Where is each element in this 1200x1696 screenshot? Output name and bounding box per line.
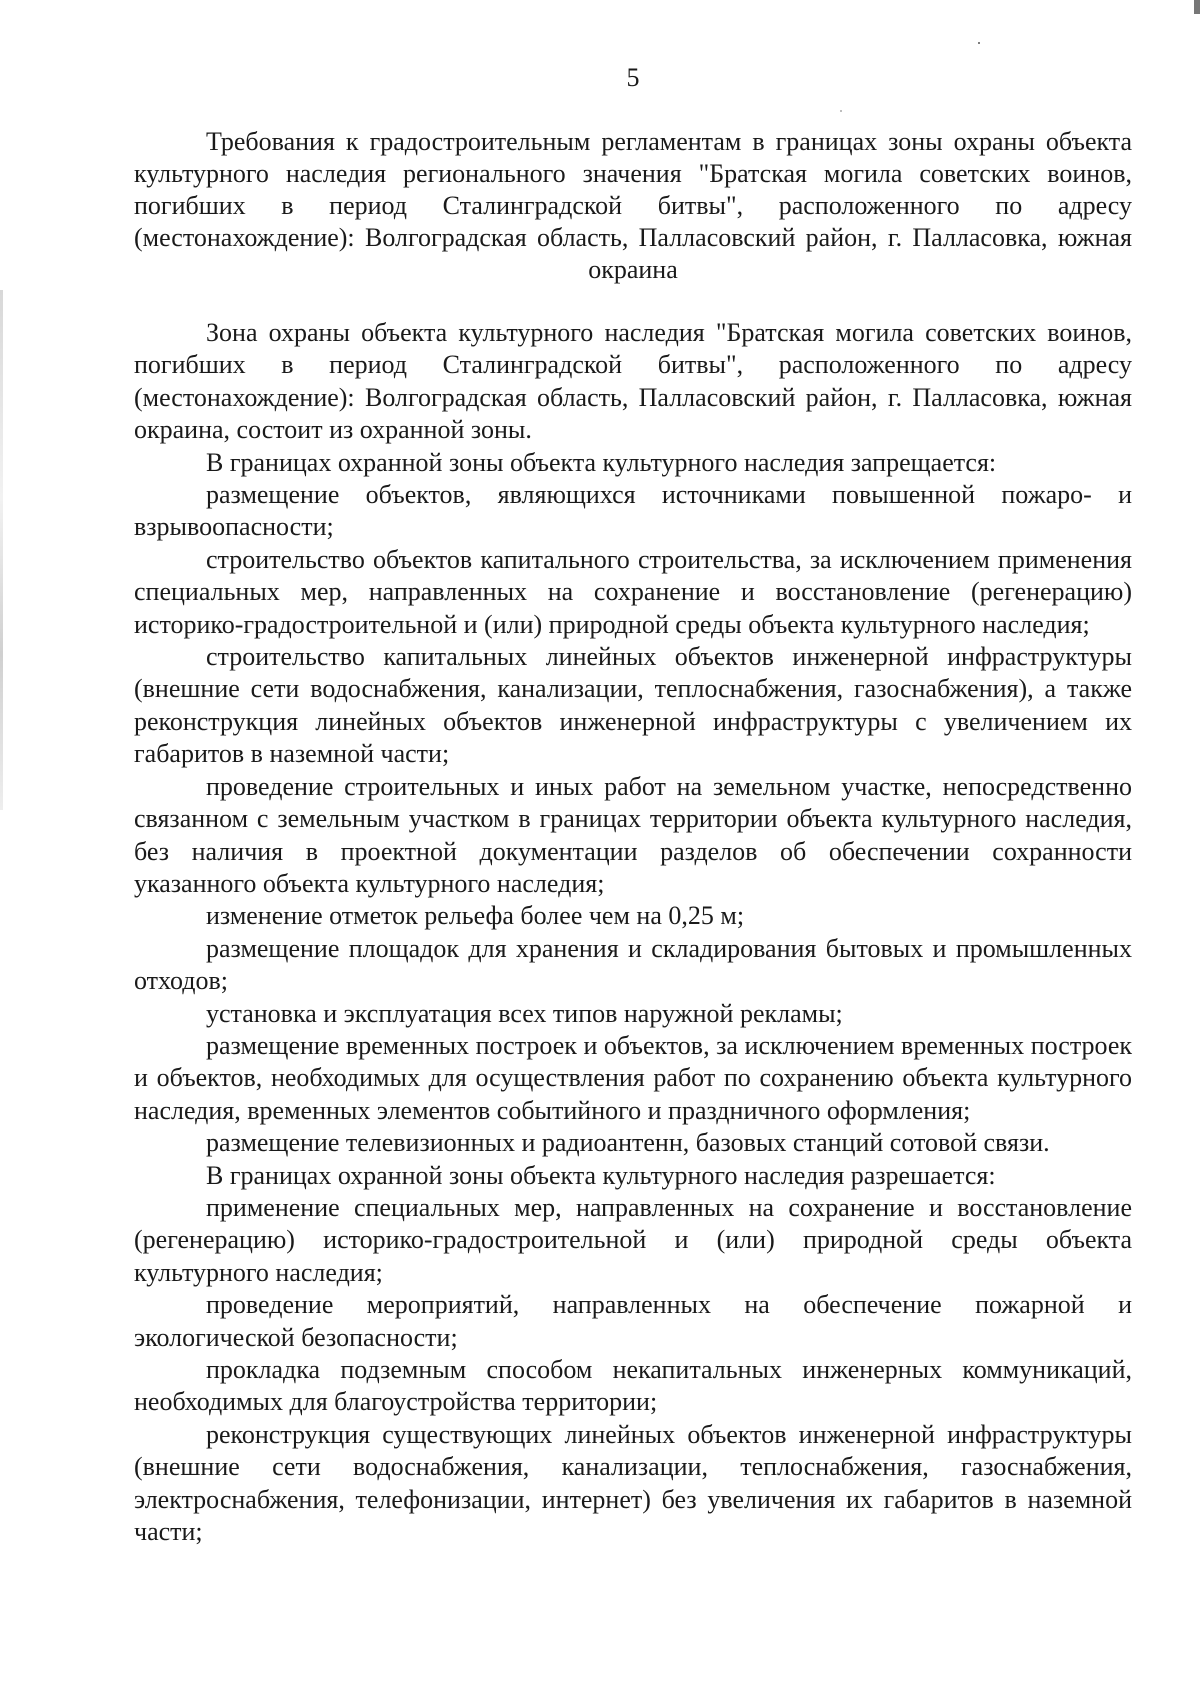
document-heading: Требования к градостроительным регламентам в границах зоны охраны объекта культурного наследия регионального значения "Братская могила советских воинов, погибших в период Сталинградской битвы", расположенного по адресу (местонахождение): Волгоградская область, Палласовский район, г. Палласовка, южная окраина (134, 127, 1132, 284)
list-item: прокладка подземным способом некапитальных инженерных коммуникаций, необходимых для благоустройства территории; (134, 1355, 1132, 1417)
document-body (134, 317, 1132, 1548)
paragraph: В границах охранной зоны объекта культурного наследия разрешается: (206, 1160, 996, 1190)
scan-corner-mark (1194, 0, 1200, 14)
list-item: строительство объектов капитального строительства, за исключением применения специальных мер, направленных на сохранение и восстановление (регенерацию) историко-градостроительной и (или) природной среды объекта культурного наследия; (134, 544, 1132, 639)
list-item: размещение временных построек и объектов, за исключением временных построек и объектов, необходимых для осуществления работ по сохранению объекта культурного наследия, временных элементов событийного и праздничного оформления; (134, 1030, 1132, 1125)
document-page (134, 0, 1132, 1696)
page-number: 5 (626, 63, 640, 92)
list-item: реконструкция существующих линейных объектов инженерной инфраструктуры (внешние сети водоснабжения, канализации, теплоснабжения, газоснабжения, электроснабжения, телефонизации, интернет) без увеличения их габаритов в наземной части; (134, 1419, 1132, 1547)
list-item: строительство капитальных линейных объектов инженерной инфраструктуры (внешние сети водоснабжения, канализации, теплоснабжения, газоснабжения), а также реконструкция линейных объектов инженерной инфраструктуры с увеличением их габаритов в наземной части; (134, 642, 1132, 769)
list-item: размещение телевизионных и радиоантенн, базовых станций сотовой связи. (206, 1128, 1050, 1158)
list-item: размещение объектов, являющихся источниками повышенной пожаро- и взрывоопасности; (134, 480, 1132, 542)
paragraph: В границах охранной зоны объекта культурного наследия запрещается: (206, 447, 997, 477)
list-item: размещение площадок для хранения и складирования бытовых и промышленных отходов; (134, 933, 1132, 996)
list-item: проведение мероприятий, направленных на обеспечение пожарной и экологической безопасности; (134, 1290, 1132, 1352)
list-item: применение специальных мер, направленных на сохранение и восстановление (регенерацию) историко-градостроительной и (или) природной среды объекта культурного наследия; (134, 1192, 1132, 1287)
list-item: проведение строительных и иных работ на земельном участке, непосредственно связанном с земельным участком в границах территории объекта культурного наследия, без наличия в проектной документации разделов об обеспечении сохранности указанного объекта культурного наследия; (134, 771, 1132, 898)
list-item: установка и эксплуатация всех типов наружной рекламы; (206, 998, 843, 1028)
paragraph: Зона охраны объекта культурного наследия "Братская могила советских воинов, погибших в период Сталинградской битвы", расположенного по адресу (местонахождение): Волгоградская область, Палласовский район, г. Палласовка, южная окраина, состоит из охранной зоны. (134, 318, 1132, 445)
list-item: изменение отметок рельефа более чем на 0,25 м; (206, 901, 745, 931)
scan-edge-shadow (0, 290, 3, 810)
